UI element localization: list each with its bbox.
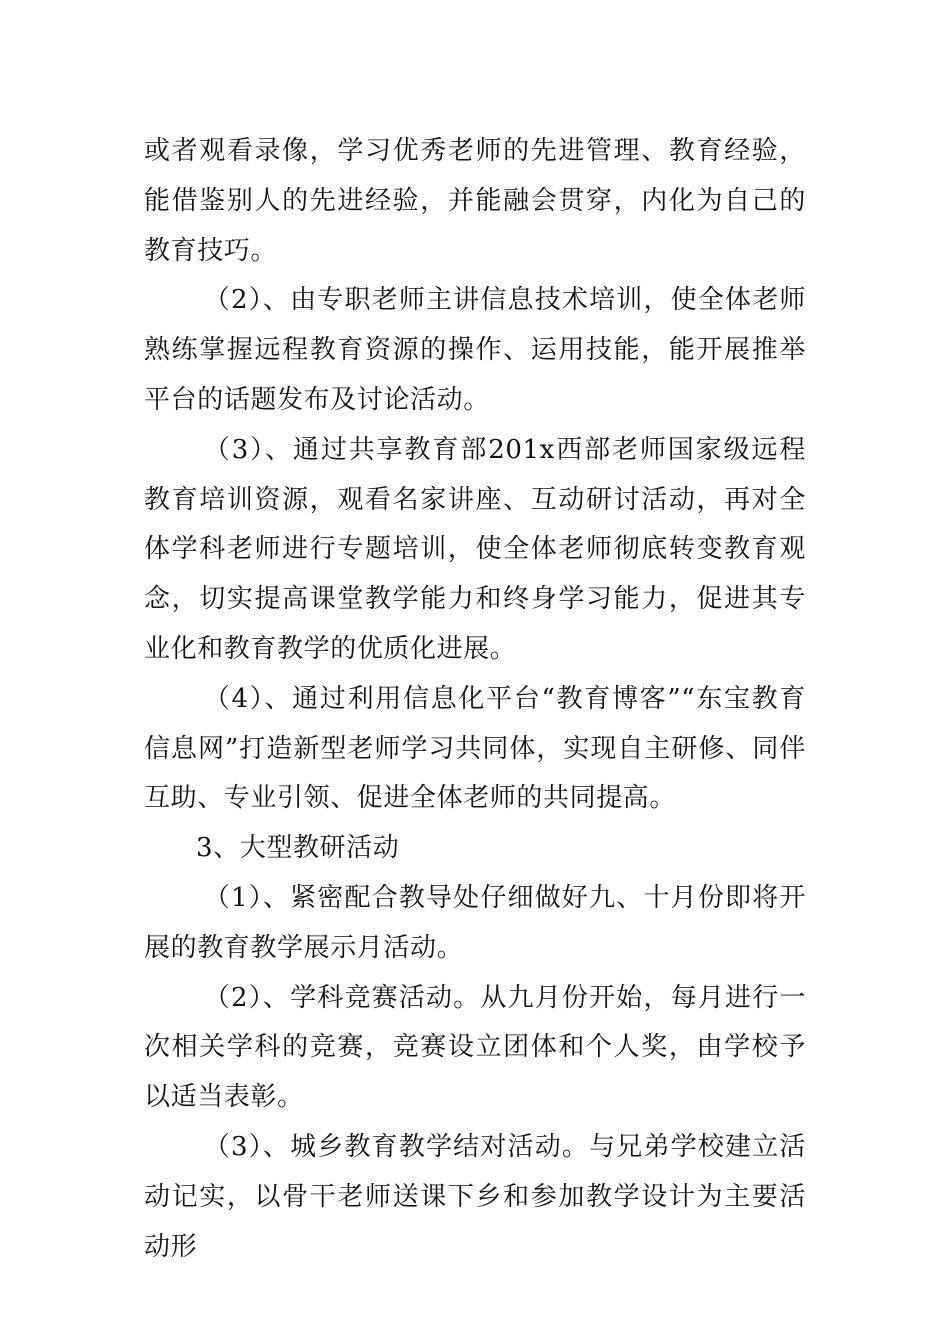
paragraph-activity-1: （1）、紧密配合教导处仔细做好九、十月份即将开展的教育教学展示月活动。 [144,882,806,963]
section-heading: 3、大型教研活动 [196,833,400,864]
paragraph-activity-2: （2）、学科竞赛活动。从九月份开始，每月进行一次相关学科的竞赛，竞赛设立团体和个人奖，由学校予以适当表彰。 [144,982,806,1113]
document-body [144,127,806,1272]
paragraph-activity-3: （3）、城乡教育教学结对活动。与兄弟学校建立活动记实，以骨干老师送课下乡和参加教学设计为主要活动形 [144,1131,806,1262]
paragraph-continuation: 或者观看录像，学习优秀老师的先进管理、教育经验，能借鉴别人的先进经验，并能融会贯穿，内化为自己的教育技巧。 [144,136,806,266]
paragraph-item-3: （3）、通过共享教育部201x西部老师国家级远程教育培训资源，观看名家讲座、互动研讨活动，再对全体学科老师进行专题培训，使全体老师彻底转变教育观念，切实提高课堂教学能力和终身学习能力，促进其专业化和教育教学的优质化进展。 [144,434,806,664]
paragraph-item-2: （2）、由专职老师主讲信息技术培训，使全体老师熟练掌握远程教育资源的操作、运用技能，能开展推举平台的话题发布及讨论活动。 [144,285,806,415]
paragraph-item-4: （4）、通过利用信息化平台“教育博客”“东宝教育信息网”打造新型老师学习共同体，实现自主研修、同伴互助、专业引领、促进全体老师的共同提高。 [144,683,806,814]
